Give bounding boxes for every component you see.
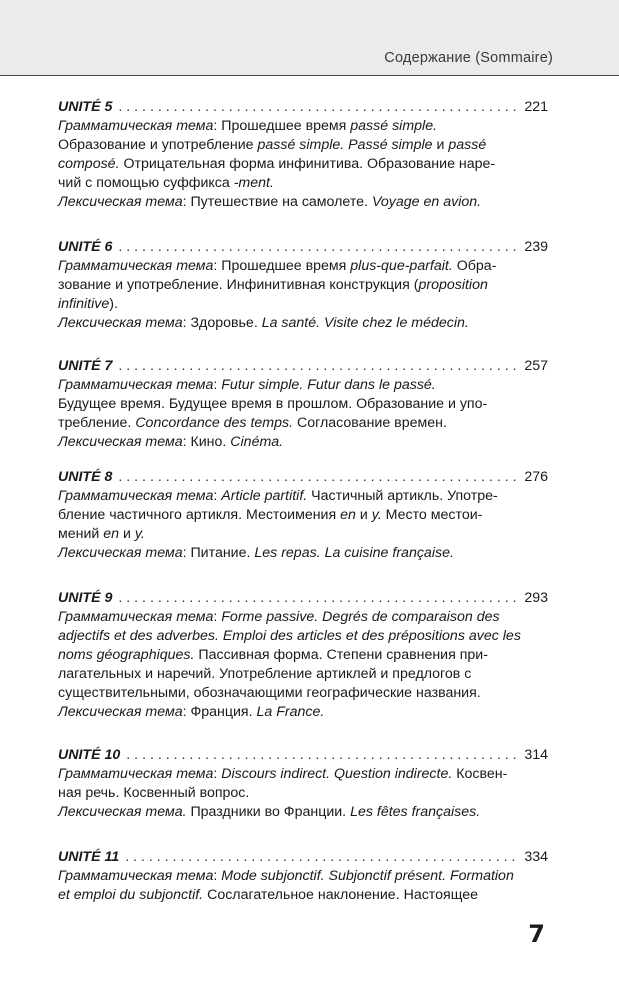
text: : (213, 377, 222, 393)
text: : Питание. (182, 545, 255, 561)
italic-text: Грамматическая тема (58, 118, 214, 134)
italic-text: infinitive (58, 296, 110, 312)
unit-name: UNITÉ 5 (58, 99, 113, 115)
toc-description-line (58, 506, 548, 525)
toc-description-line (58, 684, 548, 703)
unit-page-number: 314 (524, 747, 548, 763)
leader-dots (118, 589, 520, 608)
text: Частичный артикль. Употре- (307, 488, 498, 504)
italic-text: Forme passive. Degrés de comparaison des (221, 609, 500, 625)
leader-dots (118, 238, 520, 257)
toc-description-line (58, 886, 548, 905)
italic-text: passé simple. Passé simple (257, 137, 433, 153)
text: ная речь. Косвенный вопрос. (58, 785, 250, 801)
toc-description-line (58, 414, 548, 433)
italic-text: Discours indirect. Question indirecte. (221, 766, 453, 782)
toc-description-line (58, 784, 548, 803)
italic-text: Грамматическая тема (58, 488, 214, 504)
leader-dots (126, 746, 520, 765)
toc-description-line (58, 646, 548, 665)
toc-entry (58, 357, 548, 452)
toc-description-line (58, 867, 548, 886)
toc-description-line (58, 276, 548, 295)
leader-dots (118, 468, 520, 487)
text: Пассивная форма. Степени сравнения при- (194, 647, 488, 663)
page-header (0, 0, 619, 76)
toc-description-line (58, 487, 548, 506)
italic-text: passé simple. (350, 118, 438, 134)
toc-description-line (58, 627, 548, 646)
text: : Здоровье. (182, 315, 262, 331)
italic-text: -ment. (233, 175, 274, 191)
italic-text: Грамматическая тема (58, 868, 214, 884)
italic-text: proposition (418, 277, 488, 293)
leader-dots (118, 357, 520, 376)
italic-text: Грамматическая тема (58, 766, 214, 782)
text: : (213, 766, 222, 782)
italic-text: Article partitif. (221, 488, 308, 504)
leader-dots (118, 98, 520, 117)
toc-description-line (58, 136, 548, 155)
toc-entry (58, 238, 548, 333)
toc-description-line (58, 433, 548, 452)
toc-entry-heading (58, 468, 548, 487)
toc-entry (58, 589, 548, 722)
page-number: 7 (528, 920, 545, 948)
italic-text: plus-que-parfait. (350, 258, 453, 274)
text: Праздники во Франции. (186, 804, 351, 820)
toc-description-line (58, 395, 548, 414)
italic-text: et emploi du subjonctif. (58, 887, 204, 903)
toc-description-line (58, 665, 548, 684)
italic-text: Лексическая тема (58, 545, 183, 561)
toc-entry-heading (58, 98, 548, 117)
toc-entry (58, 98, 548, 212)
toc-description-line (58, 314, 548, 333)
text: Будущее время. Будущее время в прошлом. Образование и упо- (58, 396, 488, 412)
unit-page-number: 276 (524, 469, 548, 485)
text: Место местои- (381, 507, 483, 523)
italic-text: Лексическая тема. (58, 804, 187, 820)
toc-entry-heading (58, 238, 548, 257)
italic-text: adjectifs et des adverbes. Emploi des articles et des prépositions avec les (58, 628, 521, 644)
italic-text: Грамматическая тема (58, 258, 214, 274)
toc-description-line (58, 155, 548, 174)
text: и (432, 137, 449, 153)
toc-description-line (58, 117, 548, 136)
text: Обра- (452, 258, 497, 274)
unit-name: UNITÉ 7 (58, 358, 113, 374)
toc-description-line (58, 608, 548, 627)
italic-text: en (103, 526, 120, 542)
text: Отрицательная форма инфинитива. Образование наре- (119, 156, 496, 172)
text: : (213, 609, 222, 625)
toc-description-line (58, 525, 548, 544)
unit-name: UNITÉ 9 (58, 590, 113, 606)
toc-entry-heading (58, 589, 548, 608)
toc-entry (58, 848, 548, 905)
italic-text: La santé. Visite chez le médecin. (261, 315, 469, 331)
italic-text: Futur simple. Futur dans le passé. (221, 377, 436, 393)
italic-text: Concordance des temps. (135, 415, 294, 431)
unit-name: UNITÉ 6 (58, 239, 113, 255)
toc-description-line (58, 295, 548, 314)
italic-text: y. (134, 526, 145, 542)
unit-page-number: 257 (524, 358, 548, 374)
text: : Путешествие на самолете. (182, 194, 372, 210)
text: существительными, обозначающими географические названия. (58, 685, 481, 701)
text: чий с помощью суффикса (58, 175, 234, 191)
text: : Франция. (182, 704, 257, 720)
unit-name: UNITÉ 11 (58, 849, 120, 865)
text: : Кино. (182, 434, 231, 450)
italic-text: Cinéma. (230, 434, 284, 450)
toc-entry-heading (58, 746, 548, 765)
italic-text: Voyage en avion. (371, 194, 482, 210)
text: и (355, 507, 372, 523)
italic-text: La France. (256, 704, 325, 720)
italic-text: Les fêtes françaises. (350, 804, 481, 820)
unit-page-number: 221 (524, 99, 548, 115)
italic-text: Mode subjonctif. Subjonctif présent. Formation (221, 868, 514, 884)
header-title: Содержание (Sommaire) (384, 50, 553, 66)
text: ). (109, 296, 118, 312)
unit-page-number: 293 (524, 590, 548, 606)
italic-text: composé. (58, 156, 120, 172)
text: зование и употребление. Инфинитивная конструкция ( (58, 277, 419, 293)
italic-text: Лексическая тема (58, 704, 183, 720)
italic-text: Лексическая тема (58, 194, 183, 210)
italic-text: noms géographiques. (58, 647, 195, 663)
leader-dots (125, 848, 520, 867)
text: и (119, 526, 135, 542)
toc-description-line (58, 193, 548, 212)
toc-entry-heading (58, 357, 548, 376)
text: Сослагательное наклонение. Настоящее (203, 887, 479, 903)
text: Согласование времен. (293, 415, 447, 431)
text: бление частичного артикля. Местоимения (58, 507, 341, 523)
toc-description-line (58, 544, 548, 563)
text: лагательных и наречий. Употребление артиклей и предлогов с (58, 666, 472, 682)
italic-text: Лексическая тема (58, 434, 183, 450)
text: требление. (58, 415, 136, 431)
text: Образование и употребление (58, 137, 258, 153)
text: мений (58, 526, 104, 542)
toc-entry-heading (58, 848, 548, 867)
toc-entry (58, 746, 548, 822)
toc-description-line (58, 174, 548, 193)
text: : Прошедшее время (213, 118, 351, 134)
toc-description-line (58, 376, 548, 395)
unit-page-number: 239 (524, 239, 548, 255)
text: : (213, 868, 222, 884)
toc-description-line (58, 257, 548, 276)
unit-name: UNITÉ 8 (58, 469, 113, 485)
toc-description-line (58, 703, 548, 722)
toc-description-line (58, 803, 548, 822)
toc-description-line (58, 765, 548, 784)
unit-name: UNITÉ 10 (58, 747, 121, 763)
text: : Прошедшее время (213, 258, 351, 274)
italic-text: Лексическая тема (58, 315, 183, 331)
text: Косвен- (452, 766, 508, 782)
italic-text: en (340, 507, 356, 523)
unit-page-number: 334 (524, 849, 548, 865)
italic-text: passé (448, 137, 487, 153)
italic-text: y. (371, 507, 382, 523)
italic-text: Les repas. La cuisine française. (254, 545, 454, 561)
toc-entry (58, 468, 548, 563)
italic-text: Грамматическая тема (58, 609, 214, 625)
text: : (213, 488, 222, 504)
italic-text: Грамматическая тема (58, 377, 214, 393)
